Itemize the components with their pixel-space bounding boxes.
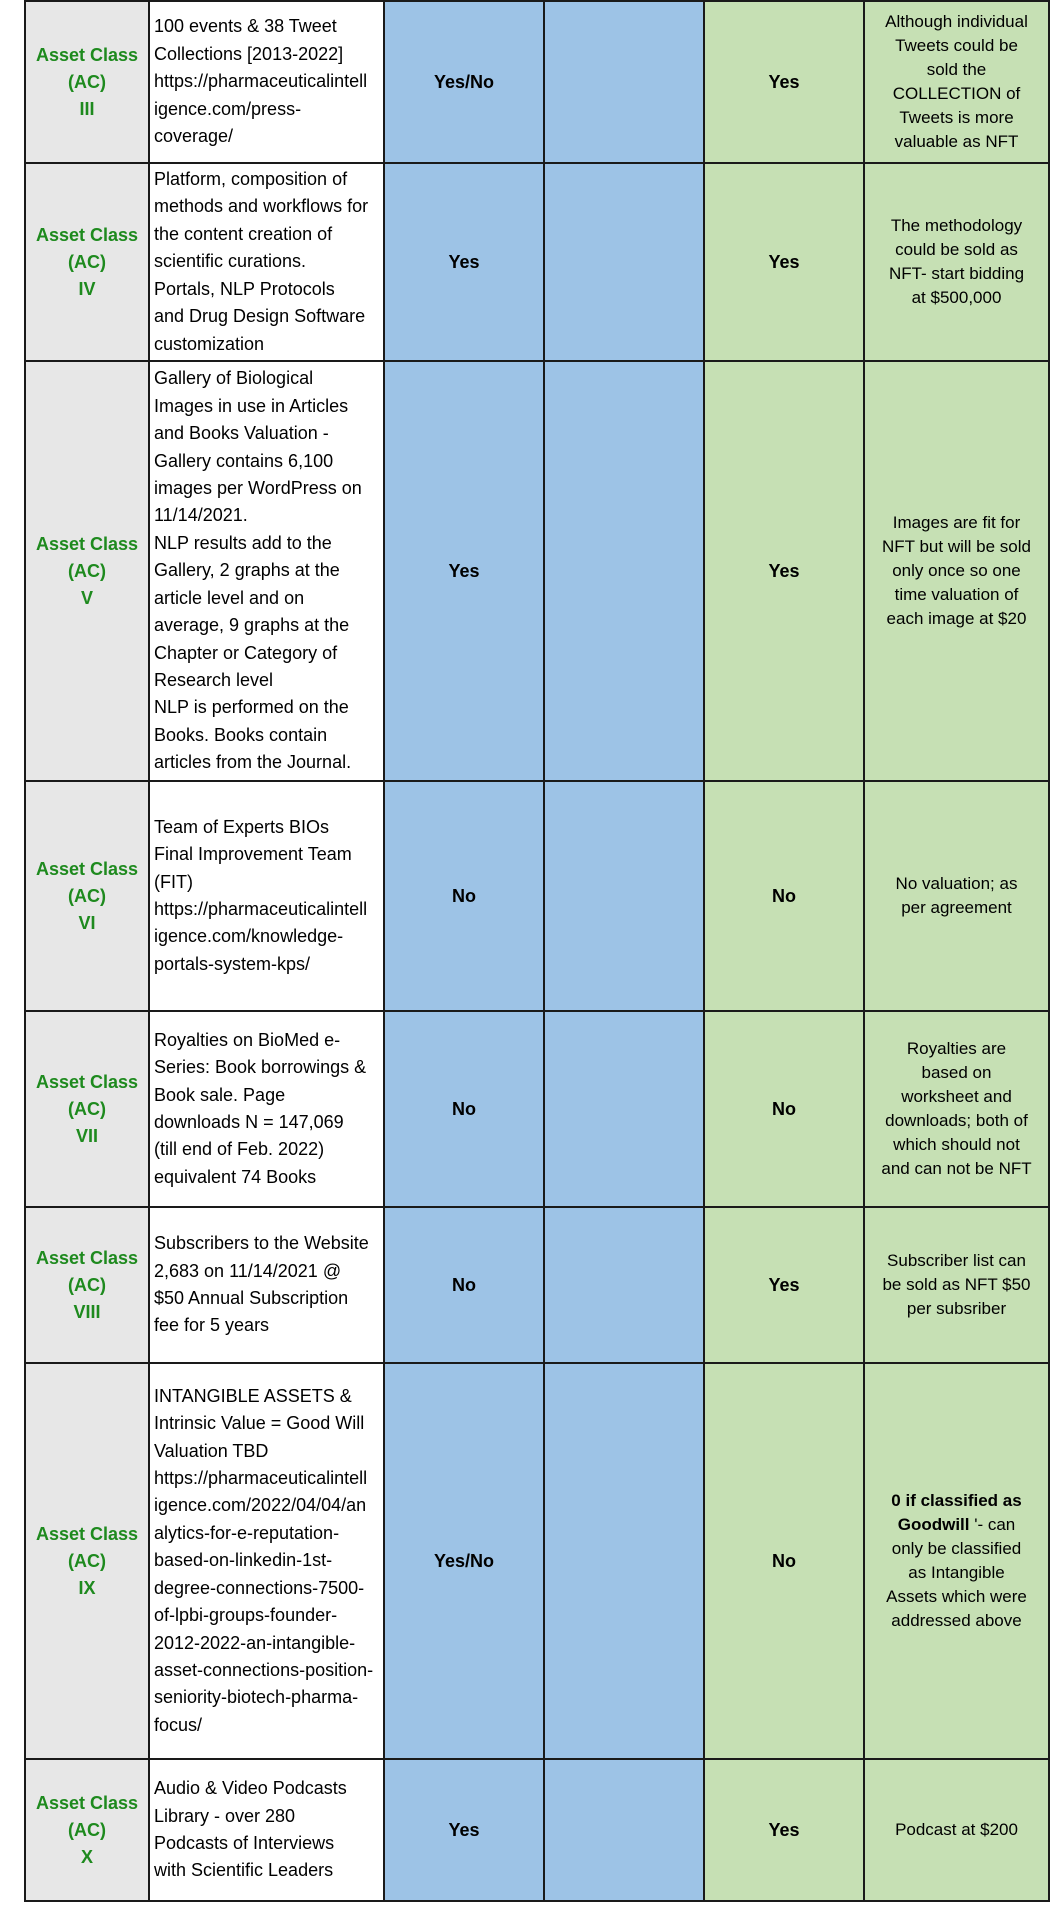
asset-class-label: Asset Class bbox=[35, 44, 139, 65]
blue-column-a-cell: Yes bbox=[384, 163, 544, 361]
blue-column-b-cell bbox=[544, 781, 704, 1011]
asset-class-numeral: VII bbox=[75, 1125, 98, 1146]
asset-class-cell bbox=[25, 1759, 149, 1901]
description-cell bbox=[149, 361, 384, 781]
green-column-cell: Yes bbox=[704, 1207, 864, 1363]
description-cell bbox=[149, 163, 384, 361]
note-line: sold the bbox=[926, 60, 987, 79]
blue-column-b-cell bbox=[544, 1207, 704, 1363]
note-cell bbox=[864, 1759, 1049, 1901]
asset-class-label: Asset Class bbox=[35, 1247, 139, 1268]
note-line: based on bbox=[921, 1063, 992, 1082]
description-line: Gallery contains 6,100 bbox=[154, 450, 334, 471]
blue-column-b-cell bbox=[544, 1, 704, 163]
asset-class-cell bbox=[25, 1363, 149, 1759]
asset-class-table bbox=[24, 0, 1050, 1902]
description-line: NLP is performed on the bbox=[154, 697, 349, 718]
asset-class-abbr: (AC) bbox=[68, 885, 106, 906]
blue-column-a-cell: No bbox=[384, 1011, 544, 1207]
green-column-cell: No bbox=[704, 1011, 864, 1207]
note-line: only be classified bbox=[891, 1539, 1022, 1558]
description-line: igence.com/knowledge- bbox=[154, 926, 344, 947]
note-line: Podcast at $200 bbox=[895, 1820, 1018, 1839]
green-column-cell: No bbox=[704, 781, 864, 1011]
note-line: which should not bbox=[893, 1135, 1020, 1154]
description-line: $50 Annual Subscription bbox=[154, 1288, 349, 1308]
description-line: downloads N = 147,069 bbox=[154, 1112, 344, 1132]
description-line: https://pharmaceuticalintell bbox=[154, 71, 368, 92]
green-column-cell: No bbox=[704, 1363, 864, 1759]
description-line: Collections [2013-2022] bbox=[154, 43, 344, 64]
note-line-bold: Goodwill bbox=[897, 1515, 975, 1534]
description-line: fee for 5 years bbox=[154, 1315, 270, 1336]
green-column-cell: Yes bbox=[704, 1, 864, 163]
note-line: and can not be NFT bbox=[881, 1159, 1032, 1178]
green-column-cell: Yes bbox=[704, 361, 864, 781]
blue-column-b-cell bbox=[544, 1363, 704, 1759]
description-line: Book sale. Page bbox=[154, 1084, 286, 1105]
asset-class-numeral: V bbox=[80, 587, 93, 608]
asset-class-numeral: VIII bbox=[73, 1301, 101, 1322]
description-line: https://pharmaceuticalintell bbox=[154, 1468, 368, 1489]
note-line: Tweets could be bbox=[895, 36, 1018, 55]
table-row bbox=[25, 1, 1049, 163]
description-line: seniority-biotech-pharma- bbox=[154, 1687, 359, 1708]
description-cell bbox=[149, 1207, 384, 1363]
description-line: article level and on bbox=[154, 587, 305, 608]
asset-class-numeral: VI bbox=[78, 912, 96, 933]
description-line: Team of Experts BIOs bbox=[154, 816, 330, 837]
description-line: Chapter or Category of bbox=[154, 642, 338, 663]
description-line: Images in use in Articles bbox=[154, 395, 349, 416]
note-cell bbox=[864, 1363, 1049, 1759]
note-line: worksheet and bbox=[901, 1087, 1012, 1106]
note-cell bbox=[864, 1, 1049, 163]
description-line: Intrinsic Value = Good Will bbox=[154, 1413, 365, 1434]
description-line: average, 9 graphs at the bbox=[154, 615, 350, 636]
note-line: NFT but will be sold bbox=[882, 537, 1031, 556]
note-cell bbox=[864, 163, 1049, 361]
blue-column-b-cell bbox=[544, 1011, 704, 1207]
description-line: Research level bbox=[154, 669, 274, 690]
table-row bbox=[25, 781, 1049, 1011]
description-line: and Drug Design Software bbox=[154, 306, 366, 327]
blue-column-a-cell: Yes/No bbox=[384, 1, 544, 163]
note-line: NFT- start bidding bbox=[888, 264, 1025, 283]
note-line: time valuation of bbox=[894, 585, 1019, 604]
asset-class-cell bbox=[25, 1, 149, 163]
note-cell bbox=[864, 781, 1049, 1011]
description-cell bbox=[149, 1759, 384, 1901]
description-line: alytics-for-e-reputation- bbox=[154, 1522, 340, 1543]
note-line: only once so one bbox=[892, 561, 1021, 580]
description-line: articles from the Journal. bbox=[154, 752, 352, 773]
description-line: coverage/ bbox=[154, 126, 234, 147]
table-row bbox=[25, 1759, 1049, 1901]
asset-class-abbr: (AC) bbox=[68, 71, 106, 92]
asset-class-abbr: (AC) bbox=[68, 1550, 106, 1571]
description-line: focus/ bbox=[154, 1714, 203, 1735]
description-line: Platform, composition of bbox=[154, 169, 348, 190]
description-line: igence.com/press- bbox=[154, 98, 302, 119]
note-line: as Intangible bbox=[908, 1563, 1005, 1582]
asset-class-numeral: IX bbox=[78, 1577, 96, 1598]
note-line: '- can bbox=[974, 1515, 1016, 1534]
blue-column-b-cell bbox=[544, 361, 704, 781]
note-line: Subscriber list can bbox=[887, 1251, 1026, 1270]
note-line: each image at $20 bbox=[886, 609, 1027, 628]
note-line: Although individual bbox=[885, 12, 1028, 31]
note-line-bold: 0 if classified as bbox=[891, 1491, 1022, 1510]
asset-class-abbr: (AC) bbox=[68, 1274, 106, 1295]
asset-class-numeral: III bbox=[79, 98, 95, 119]
blue-column-b-cell bbox=[544, 1759, 704, 1901]
note-line: COLLECTION of bbox=[892, 84, 1021, 103]
note-line: addressed above bbox=[891, 1611, 1022, 1630]
description-line: Gallery of Biological bbox=[154, 368, 314, 389]
blue-column-a-cell: No bbox=[384, 1207, 544, 1363]
description-cell bbox=[149, 1, 384, 163]
asset-class-label: Asset Class bbox=[35, 858, 139, 879]
asset-class-numeral: X bbox=[80, 1846, 93, 1867]
description-line: Subscribers to the Website bbox=[154, 1233, 369, 1254]
table-row bbox=[25, 361, 1049, 781]
description-line: based-on-linkedin-1st- bbox=[154, 1550, 333, 1571]
asset-class-label: Asset Class bbox=[35, 1792, 139, 1813]
description-line: INTANGIBLE ASSETS & bbox=[154, 1385, 352, 1406]
description-line: (till end of Feb. 2022) bbox=[154, 1139, 325, 1160]
table-row bbox=[25, 1207, 1049, 1363]
description-line: images per WordPress on bbox=[154, 478, 362, 499]
description-line: portals-system-kps/ bbox=[154, 953, 311, 974]
description-line: methods and workflows for bbox=[154, 196, 369, 217]
note-line: per subsriber bbox=[906, 1299, 1007, 1318]
description-line: https://pharmaceuticalintell bbox=[154, 899, 368, 919]
asset-class-abbr: (AC) bbox=[68, 251, 106, 272]
description-line: igence.com/2022/04/04/an bbox=[154, 1495, 367, 1516]
note-line: valuable as NFT bbox=[894, 132, 1019, 151]
green-column-cell: Yes bbox=[704, 163, 864, 361]
description-line: Books. Books contain bbox=[154, 724, 328, 745]
table-row bbox=[25, 1011, 1049, 1207]
asset-class-cell bbox=[25, 163, 149, 361]
asset-class-label: Asset Class bbox=[35, 224, 139, 245]
description-line: (FIT) bbox=[154, 871, 193, 892]
blue-column-a-cell: Yes bbox=[384, 1759, 544, 1901]
blue-column-a-cell: No bbox=[384, 781, 544, 1011]
table-row bbox=[25, 163, 1049, 361]
note-line: per agreement bbox=[901, 898, 1012, 917]
asset-class-cell bbox=[25, 361, 149, 781]
table-row bbox=[25, 1363, 1049, 1759]
asset-class-cell bbox=[25, 781, 149, 1011]
asset-class-label: Asset Class bbox=[35, 533, 139, 554]
note-line: Royalties are bbox=[906, 1039, 1007, 1058]
description-line: of-lpbi-groups-founder- bbox=[154, 1605, 338, 1626]
asset-class-abbr: (AC) bbox=[68, 1819, 106, 1840]
asset-class-label: Asset Class bbox=[35, 1523, 139, 1544]
description-line: Portals, NLP Protocols bbox=[154, 278, 335, 299]
description-line: degree-connections-7500- bbox=[154, 1577, 365, 1598]
note-cell bbox=[864, 1011, 1049, 1207]
note-line: The methodology bbox=[890, 216, 1023, 235]
asset-class-abbr: (AC) bbox=[68, 1098, 106, 1119]
description-line: Audio & Video Podcasts bbox=[154, 1778, 347, 1799]
green-column-cell: Yes bbox=[704, 1759, 864, 1901]
note-line: at $500,000 bbox=[911, 288, 1002, 307]
note-line: Images are fit for bbox=[892, 513, 1021, 532]
description-line: Royalties on BioMed e- bbox=[154, 1029, 341, 1050]
note-line: Tweets is more bbox=[899, 108, 1014, 127]
description-line: Valuation TBD bbox=[154, 1440, 269, 1461]
description-cell bbox=[149, 1363, 384, 1759]
description-line: asset-connections-position- bbox=[154, 1659, 374, 1680]
description-line: Series: Book borrowings & bbox=[154, 1057, 367, 1078]
description-line: Library - over 280 bbox=[154, 1805, 296, 1826]
description-cell bbox=[149, 1011, 384, 1207]
note-line: downloads; both of bbox=[885, 1111, 1028, 1130]
asset-class-cell bbox=[25, 1011, 149, 1207]
note-line: No valuation; as bbox=[895, 874, 1018, 893]
asset-class-abbr: (AC) bbox=[68, 560, 106, 581]
note-cell bbox=[864, 1207, 1049, 1363]
description-line: customization bbox=[154, 333, 265, 354]
description-line: NLP results add to the bbox=[154, 532, 332, 553]
blue-column-a-cell: Yes bbox=[384, 361, 544, 781]
asset-class-label: Asset Class bbox=[35, 1071, 139, 1092]
description-line: the content creation of bbox=[154, 223, 333, 244]
description-line: 100 events & 38 Tweet bbox=[154, 16, 337, 37]
description-line: and Books Valuation - bbox=[154, 423, 329, 444]
description-line: 2,683 on 11/14/2021 @ bbox=[154, 1260, 342, 1281]
note-line: could be sold as bbox=[895, 240, 1018, 259]
description-cell bbox=[149, 781, 384, 1011]
blue-column-a-cell: Yes/No bbox=[384, 1363, 544, 1759]
description-line: Final Improvement Team bbox=[154, 844, 352, 865]
description-line: 2012-2022-an-intangible- bbox=[154, 1632, 356, 1653]
blue-column-b-cell bbox=[544, 163, 704, 361]
asset-class-cell bbox=[25, 1207, 149, 1363]
note-cell bbox=[864, 361, 1049, 781]
description-line: Gallery, 2 graphs at the bbox=[154, 560, 340, 581]
description-line: Podcasts of Interviews bbox=[154, 1833, 335, 1853]
note-line: Assets which were bbox=[886, 1587, 1027, 1606]
description-line: with Scientific Leaders bbox=[154, 1860, 334, 1881]
asset-class-numeral: IV bbox=[78, 278, 96, 299]
description-line: scientific curations. bbox=[154, 251, 307, 272]
description-line: 11/14/2021. bbox=[154, 505, 248, 526]
note-line: be sold as NFT $50 bbox=[882, 1275, 1031, 1294]
description-line: equivalent 74 Books bbox=[154, 1166, 317, 1187]
